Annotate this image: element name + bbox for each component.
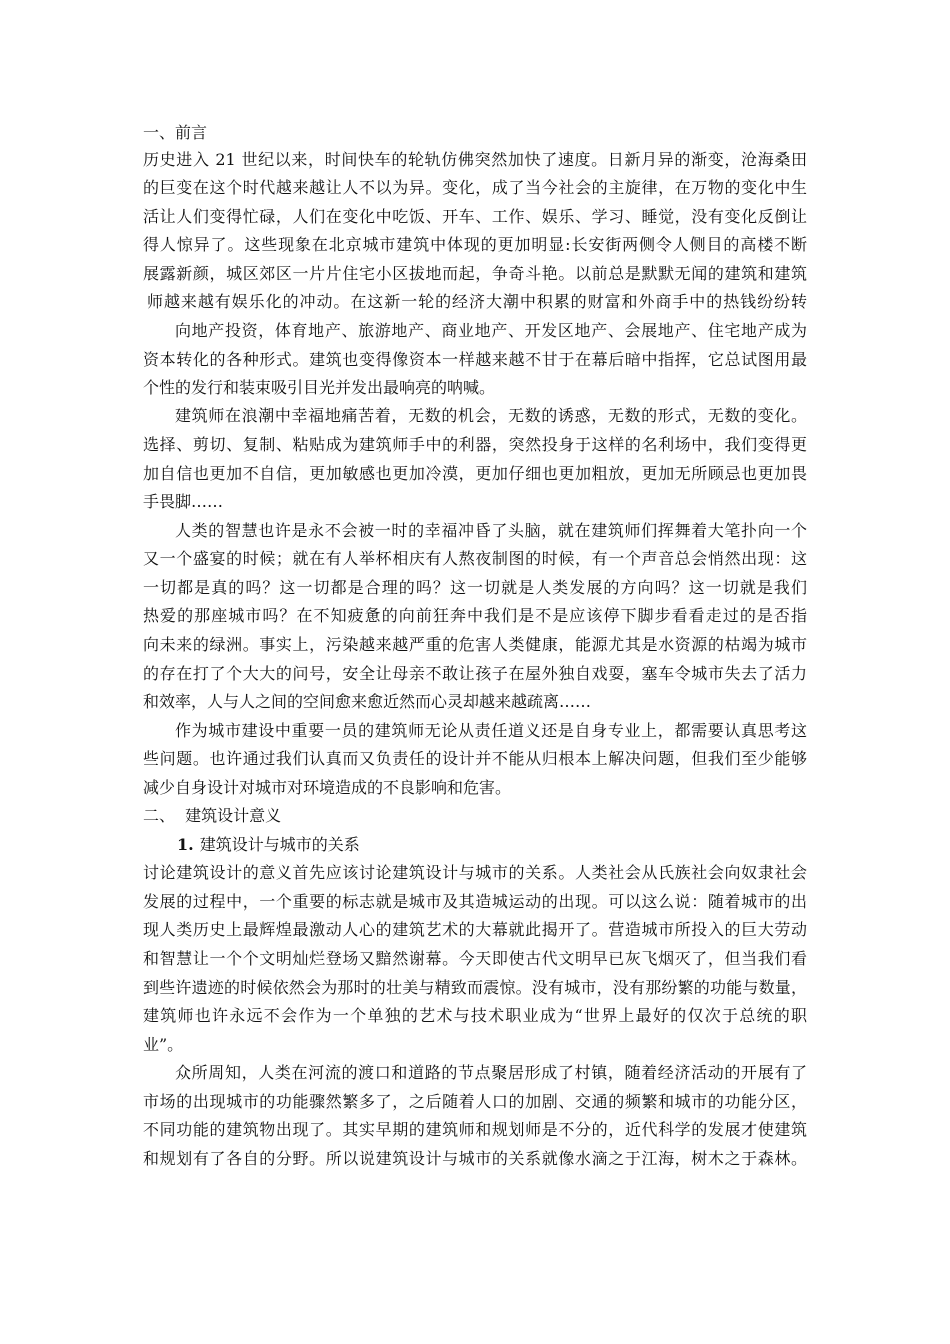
text-line: 些问题。也许通过我们认真而又负责任的设计并不能从归根本上解决问题，但我们至少能够 (143, 749, 807, 768)
text-line: 的巨变在这个时代越来越让人不以为异。变化，成了当今社会的主旋律，在万物的变化中生 (143, 178, 807, 197)
text-line: 资本转化的各种形式。建筑也变得像资本一样越来越不甘于在幕后暗中指挥，它总试图用最 (143, 350, 807, 369)
text-line: 不同功能的建筑物出现了。其实早期的建筑师和规划师是不分的，近代科学的发展才使建筑 (143, 1120, 807, 1139)
subsection-heading (177, 835, 360, 855)
text-line: 市场的出现城市的功能骤然繁多了，之后随着人口的加剧、交通的频繁和城市的功能分区， (143, 1092, 807, 1111)
text-line: 和智慧让一个个文明灿烂登场又黯然谢幕。今天即使古代文明早已灰飞烟灭了，但当我们看 (143, 949, 807, 968)
text-line: 建筑师在浪潮中幸福地痛苦着，无数的机会，无数的诱惑，无数的形式，无数的变化。 (175, 406, 807, 425)
text-line: 手畏脚…… (143, 492, 224, 511)
text-line: 热爱的那座城市吗？在不知疲惫的向前狂奔中我们是不是应该停下脚步看看走过的是否指 (143, 606, 807, 625)
subsection-title: 建筑设计与城市的关系 (199, 835, 360, 854)
text-line: 个性的发行和装束吸引目光并发出最响亮的呐喊。 (143, 378, 496, 397)
text-line: 业”。 (143, 1035, 184, 1054)
text-line: 减少自身设计对城市对环境造成的不良影响和危害。 (143, 778, 512, 797)
subsection-number: 1. (177, 835, 194, 854)
text-line: 到些许遗迹的时候依然会为那时的壮美与精致而震惊。没有城市，没有那纷繁的功能与数量， (143, 978, 807, 997)
text-line: 作为城市建设中重要一员的建筑师无论从责任道义还是自身专业上，都需要认真思考这 (175, 721, 807, 740)
text-line: 和规划有了各自的分野。所以说建筑设计与城市的关系就像水滴之于江海，树木之于森林。 (143, 1149, 807, 1168)
text-line: 加自信也更加不自信，更加敏感也更加冷漠，更加仔细也更加粗放，更加无所顾忌也更加畏 (143, 464, 807, 483)
text-line: 师越来越有娱乐化的冲动。在这新一轮的经济大潮中积累的财富和外商手中的热钱纷纷转 (147, 292, 807, 311)
text-line: 发展的过程中，一个重要的标志就是城市及其造城运动的出现。可以这么说：随着城市的出 (143, 892, 807, 911)
text-line: 展露新颜，城区郊区一片片住宅小区拔地而起，争奇斗艳。以前总是默默无闻的建筑和建筑 (143, 264, 807, 283)
text-line: 历史进入 21 世纪以来，时间快车的轮轨仿佛突然加快了速度。日新月异的渐变，沧海桑田 (143, 150, 807, 169)
text-line: 建筑师也许永远不会作为一个单独的艺术与技术职业成为“世界上最好的仅次于总统的职 (143, 1006, 807, 1025)
text-line: 的存在打了个大大的问号，安全让母亲不敢让孩子在屋外独自戏耍，塞车令城市失去了活力 (143, 664, 807, 683)
text-line: 向地产投资，体育地产、旅游地产、商业地产、开发区地产、会展地产、住宅地产成为 (175, 321, 807, 340)
text-line: 和效率，人与人之间的空间愈来愈近然而心灵却越来越疏离…… (143, 692, 592, 711)
text-line: 现人类历史上最辉煌最激动人心的建筑艺术的大幕就此揭开了。营造城市所投入的巨大劳动 (143, 920, 807, 939)
text-line: 向未来的绿洲。事实上，污染越来越严重的危害人类健康，能源尤其是水资源的枯竭为城市 (143, 635, 807, 654)
section-heading-preface: 一、前言 (143, 123, 208, 142)
text-line: 众所周知，人类在河流的渡口和道路的节点聚居形成了村镇，随着经济活动的开展有了 (175, 1063, 807, 1082)
text-line: 一切都是真的吗？这一切都是合理的吗？这一切就是人类发展的方向吗？这一切就是我们 (143, 578, 807, 597)
text-line: 又一个盛宴的时候；就在有人举杯相庆有人熬夜制图的时候，有一个声音总会悄然出现：这 (143, 549, 807, 568)
text-line: 人类的智慧也许是永不会被一时的幸福冲昏了头脑，就在建筑师们挥舞着大笔扑向一个 (175, 521, 807, 540)
section-heading-design-significance: 二、 建筑设计意义 (143, 806, 282, 825)
text-line: 选择、剪切、复制、粘贴成为建筑师手中的利器，突然投身于这样的名利场中，我们变得更 (143, 435, 807, 454)
text-line: 活让人们变得忙碌，人们在变化中吃饭、开车、工作、娱乐、学习、睡觉，没有变化反倒让 (143, 207, 807, 226)
text-line: 得人惊异了。这些现象在北京城市建筑中体现的更加明显:长安街两侧令人侧目的高楼不断 (143, 235, 807, 254)
text-line: 讨论建筑设计的意义首先应该讨论建筑设计与城市的关系。人类社会从氏族社会向奴隶社会 (143, 863, 807, 882)
